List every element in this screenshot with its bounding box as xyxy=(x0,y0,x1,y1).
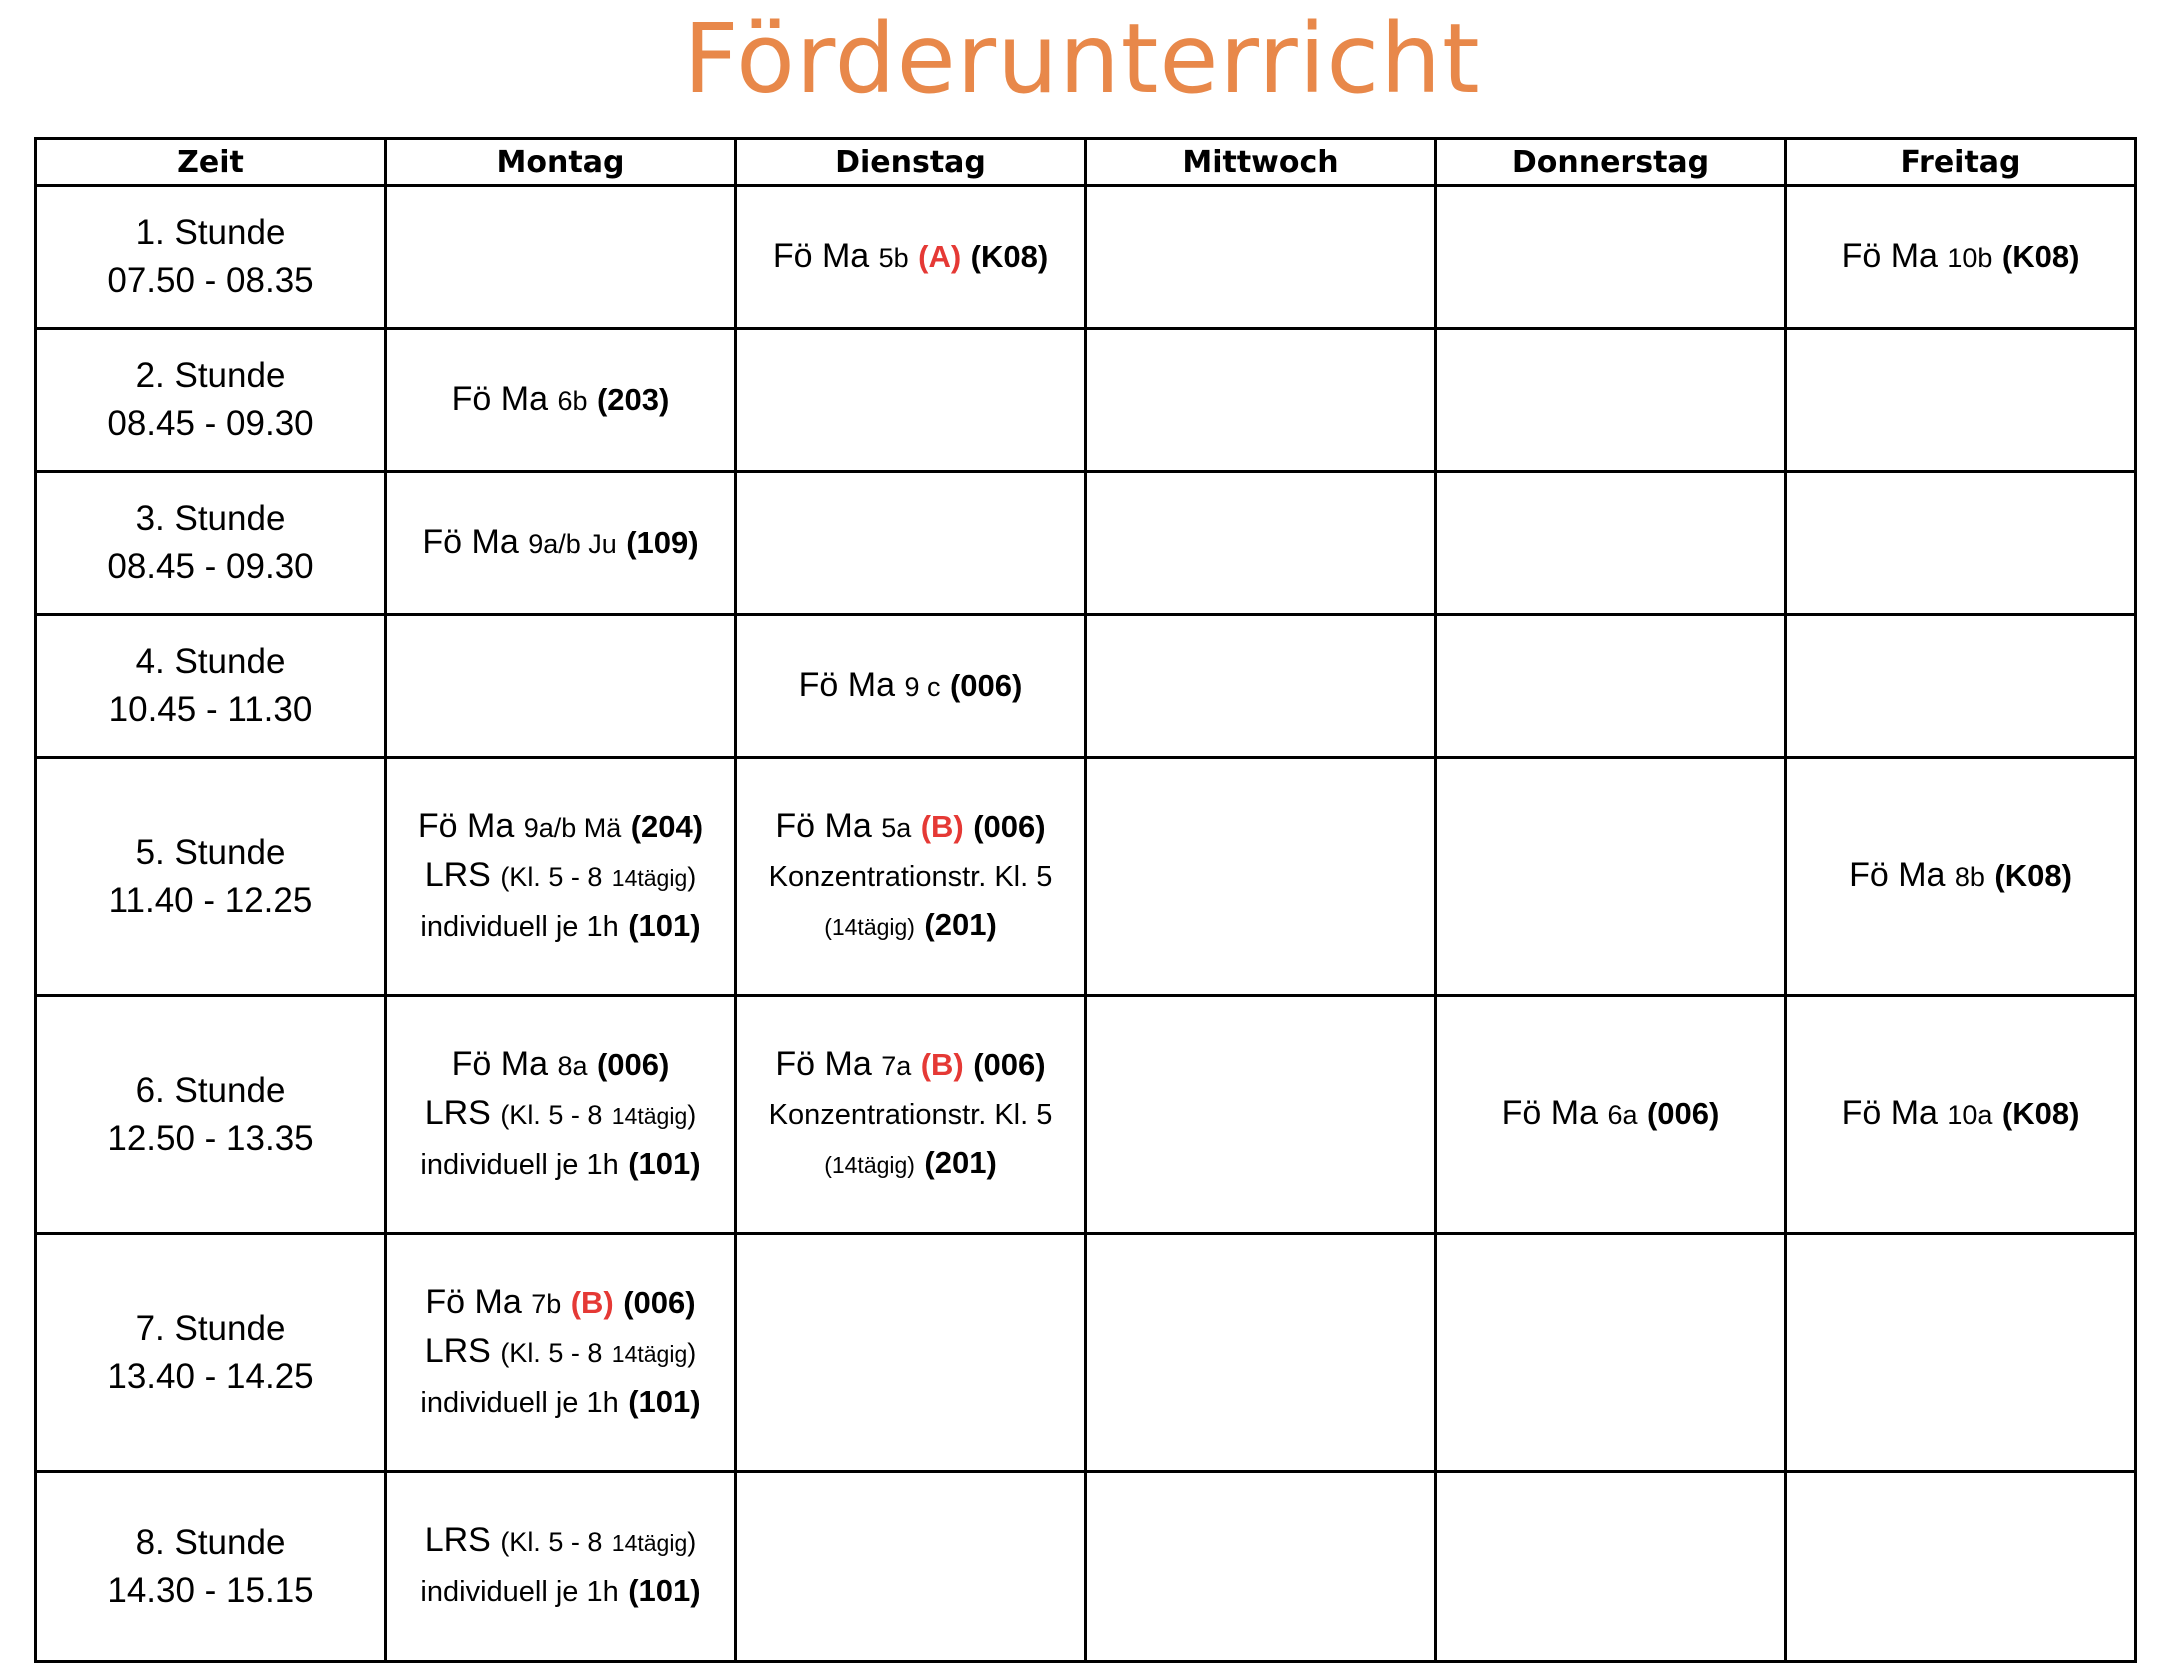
individual-label: individuell je 1h xyxy=(420,1386,619,1419)
empty-cell xyxy=(1786,329,2136,472)
class-label: 9a/b Ju xyxy=(528,528,617,559)
table-row xyxy=(36,1472,2136,1662)
class-label: 8a xyxy=(557,1050,588,1081)
subject-label: Fö Ma xyxy=(1841,236,1938,275)
subject-label: Fö Ma xyxy=(1501,1094,1599,1132)
time-range: 08.45 - 09.30 xyxy=(107,404,314,443)
subject-label: Fö Ma xyxy=(417,806,515,845)
time-range: 11.40 - 12.25 xyxy=(108,880,313,920)
group-label: (A) xyxy=(918,238,962,274)
period-label: 8. Stunde xyxy=(135,1522,286,1562)
room-label: (006) xyxy=(949,667,1023,703)
class-label: 10a xyxy=(1947,1100,1993,1130)
time-cell xyxy=(36,1472,386,1662)
lesson-cell xyxy=(1786,186,2136,329)
room-label: (101) xyxy=(628,907,701,943)
empty-cell xyxy=(1086,996,1436,1234)
time-range: 13.40 - 14.25 xyxy=(107,1356,314,1396)
empty-cell xyxy=(1786,472,2136,615)
lesson-cell xyxy=(736,615,1086,758)
biweekly-label: 14tägig xyxy=(611,864,688,891)
period-label: 4. Stunde xyxy=(135,642,286,681)
subject-label: Fö Ma xyxy=(798,665,896,704)
empty-cell xyxy=(736,1472,1086,1662)
empty-cell xyxy=(1436,615,1786,758)
lesson-cell xyxy=(736,996,1086,1234)
time-range: 08.45 - 09.30 xyxy=(107,547,314,586)
subject-label: Fö Ma xyxy=(775,806,872,845)
lesson-cell: Fö Ma 9a/b Mä (204) LRS (Kl. 5 - 8 14tägig) individuell je 1h (101) xyxy=(386,758,736,996)
empty-cell xyxy=(1086,758,1436,996)
empty-cell xyxy=(1436,1234,1786,1472)
table-row xyxy=(36,615,2136,758)
empty-cell xyxy=(1086,186,1436,329)
group-label: (B) xyxy=(570,1284,614,1320)
lrs-class-range: (Kl. 5 - 8 xyxy=(500,861,603,892)
time-cell xyxy=(36,996,386,1234)
biweekly-label: 14tägig xyxy=(611,1102,688,1129)
room-label: (204) xyxy=(630,808,704,844)
subject-label: Fö Ma xyxy=(451,1044,549,1083)
biweekly-label: 14tägig xyxy=(611,1340,688,1367)
room-label: (006) xyxy=(973,1046,1046,1082)
lesson-cell xyxy=(1786,996,2136,1234)
group-label: (B) xyxy=(920,1046,964,1082)
lrs-label: LRS xyxy=(424,1331,491,1370)
empty-cell xyxy=(1086,472,1436,615)
time-range: 14.30 - 15.15 xyxy=(107,1570,314,1610)
header-freitag: Freitag xyxy=(1786,139,2136,186)
empty-cell xyxy=(1436,329,1786,472)
lrs-label: LRS xyxy=(424,1093,491,1132)
period-label: 5. Stunde xyxy=(135,832,286,872)
subject-label: Fö Ma xyxy=(772,236,870,275)
empty-cell xyxy=(1436,758,1786,996)
subject-label: Fö Ma xyxy=(425,1282,522,1321)
header-montag: Montag xyxy=(386,139,736,186)
lrs-label: LRS xyxy=(424,855,491,894)
room-label: (203) xyxy=(596,381,670,417)
table-row xyxy=(36,329,2136,472)
time-cell xyxy=(36,329,386,472)
table-row xyxy=(36,186,2136,329)
period-label: 1. Stunde xyxy=(135,213,286,252)
time-range: 12.50 - 13.35 xyxy=(107,1118,314,1158)
class-label: 7a xyxy=(881,1050,912,1081)
lesson-cell xyxy=(736,186,1086,329)
biweekly-label: (14tägig) xyxy=(824,913,915,940)
lrs-class-range: (Kl. 5 - 8 xyxy=(500,1337,603,1368)
header-row xyxy=(36,139,2136,186)
room-label: (201) xyxy=(924,906,997,942)
concentration-label: Konzentrationstr. Kl. 5 xyxy=(768,860,1053,893)
subject-label: Fö Ma xyxy=(451,379,549,418)
lesson-cell xyxy=(1436,996,1786,1234)
table-row xyxy=(36,472,2136,615)
period-label: 2. Stunde xyxy=(135,356,286,395)
schedule-table xyxy=(34,137,2137,1663)
biweekly-label: (14tägig) xyxy=(824,1151,915,1178)
lesson-cell xyxy=(1786,758,2136,996)
class-label: 6a xyxy=(1607,1100,1638,1130)
lrs-class-range: (Kl. 5 - 8 xyxy=(500,1527,603,1557)
individual-label: individuell je 1h xyxy=(420,1576,619,1608)
time-cell xyxy=(36,472,386,615)
empty-cell xyxy=(1086,1234,1436,1472)
header-mittwoch: Mittwoch xyxy=(1086,139,1436,186)
empty-cell xyxy=(1786,1472,2136,1662)
class-label: 5a xyxy=(881,812,912,843)
room-label: (006) xyxy=(973,808,1046,844)
room-label: (K08) xyxy=(2001,1096,2080,1131)
concentration-label: Konzentrationstr. Kl. 5 xyxy=(768,1098,1053,1131)
individual-label: individuell je 1h xyxy=(420,1148,619,1181)
room-label: (006) xyxy=(596,1046,670,1082)
time-range: 07.50 - 08.35 xyxy=(107,261,314,300)
room-label: (109) xyxy=(626,524,699,560)
subject-label: Fö Ma xyxy=(775,1044,872,1083)
room-label: (006) xyxy=(623,1284,696,1320)
empty-cell xyxy=(1086,329,1436,472)
room-label: (006) xyxy=(1646,1096,1720,1131)
empty-cell xyxy=(386,615,736,758)
period-label: 6. Stunde xyxy=(135,1070,286,1110)
subject-label: Fö Ma xyxy=(1841,1094,1938,1132)
header-donnerstag: Donnerstag xyxy=(1436,139,1786,186)
empty-cell xyxy=(736,472,1086,615)
room-label: (101) xyxy=(628,1145,701,1181)
class-label: 5b xyxy=(878,242,909,273)
class-label: 7b xyxy=(531,1288,562,1319)
room-label: (201) xyxy=(924,1144,997,1180)
lrs-class-range: (Kl. 5 - 8 xyxy=(500,1099,603,1130)
biweekly-label: 14tägig xyxy=(611,1530,688,1556)
header-zeit: Zeit xyxy=(36,139,386,186)
class-label: 9 c xyxy=(904,671,941,702)
class-label: 10b xyxy=(1947,242,1993,273)
time-range: 10.45 - 11.30 xyxy=(108,690,313,729)
empty-cell xyxy=(736,329,1086,472)
empty-cell xyxy=(1786,1234,2136,1472)
period-label: 7. Stunde xyxy=(135,1308,286,1348)
room-label: (101) xyxy=(628,1573,701,1608)
table-row xyxy=(36,996,2136,1234)
header-dienstag: Dienstag xyxy=(736,139,1086,186)
class-label: 9a/b Mä xyxy=(523,812,622,843)
empty-cell xyxy=(1086,615,1436,758)
empty-cell xyxy=(1436,1472,1786,1662)
table-row xyxy=(36,758,2136,996)
lesson-cell: Fö Ma 8a (006) LRS (Kl. 5 - 8 14tägig) individuell je 1h (101) xyxy=(386,996,736,1234)
time-cell xyxy=(36,615,386,758)
period-label: 3. Stunde xyxy=(135,499,286,538)
subject-label: Fö Ma xyxy=(1849,856,1946,894)
room-label: (K08) xyxy=(2001,238,2080,274)
group-label: (B) xyxy=(920,808,964,844)
table-row xyxy=(36,1234,2136,1472)
room-label: (K08) xyxy=(970,238,1049,274)
time-cell xyxy=(36,1234,386,1472)
empty-cell xyxy=(1786,615,2136,758)
class-label: 6b xyxy=(557,385,588,416)
lesson-cell xyxy=(386,329,736,472)
empty-cell xyxy=(1086,1472,1436,1662)
empty-cell xyxy=(1436,186,1786,329)
page-title: Förderunterricht xyxy=(683,3,1481,115)
empty-cell xyxy=(736,1234,1086,1472)
lesson-cell: LRS (Kl. 5 - 8 14tägig) individuell je 1h (101) xyxy=(386,1472,736,1662)
lesson-cell: Fö Ma 7b (B) (006) LRS (Kl. 5 - 8 14tägig) individuell je 1h (101) xyxy=(386,1234,736,1472)
class-label: 8b xyxy=(1954,862,1985,892)
time-cell xyxy=(36,186,386,329)
room-label: (101) xyxy=(628,1383,701,1419)
room-label: (K08) xyxy=(1994,858,2072,893)
time-cell xyxy=(36,758,386,996)
individual-label: individuell je 1h xyxy=(420,910,619,943)
lesson-cell xyxy=(736,758,1086,996)
subject-label: Fö Ma xyxy=(422,522,519,561)
empty-cell xyxy=(386,186,736,329)
lrs-label: LRS xyxy=(424,1521,491,1559)
empty-cell xyxy=(1436,472,1786,615)
lesson-cell xyxy=(386,472,736,615)
